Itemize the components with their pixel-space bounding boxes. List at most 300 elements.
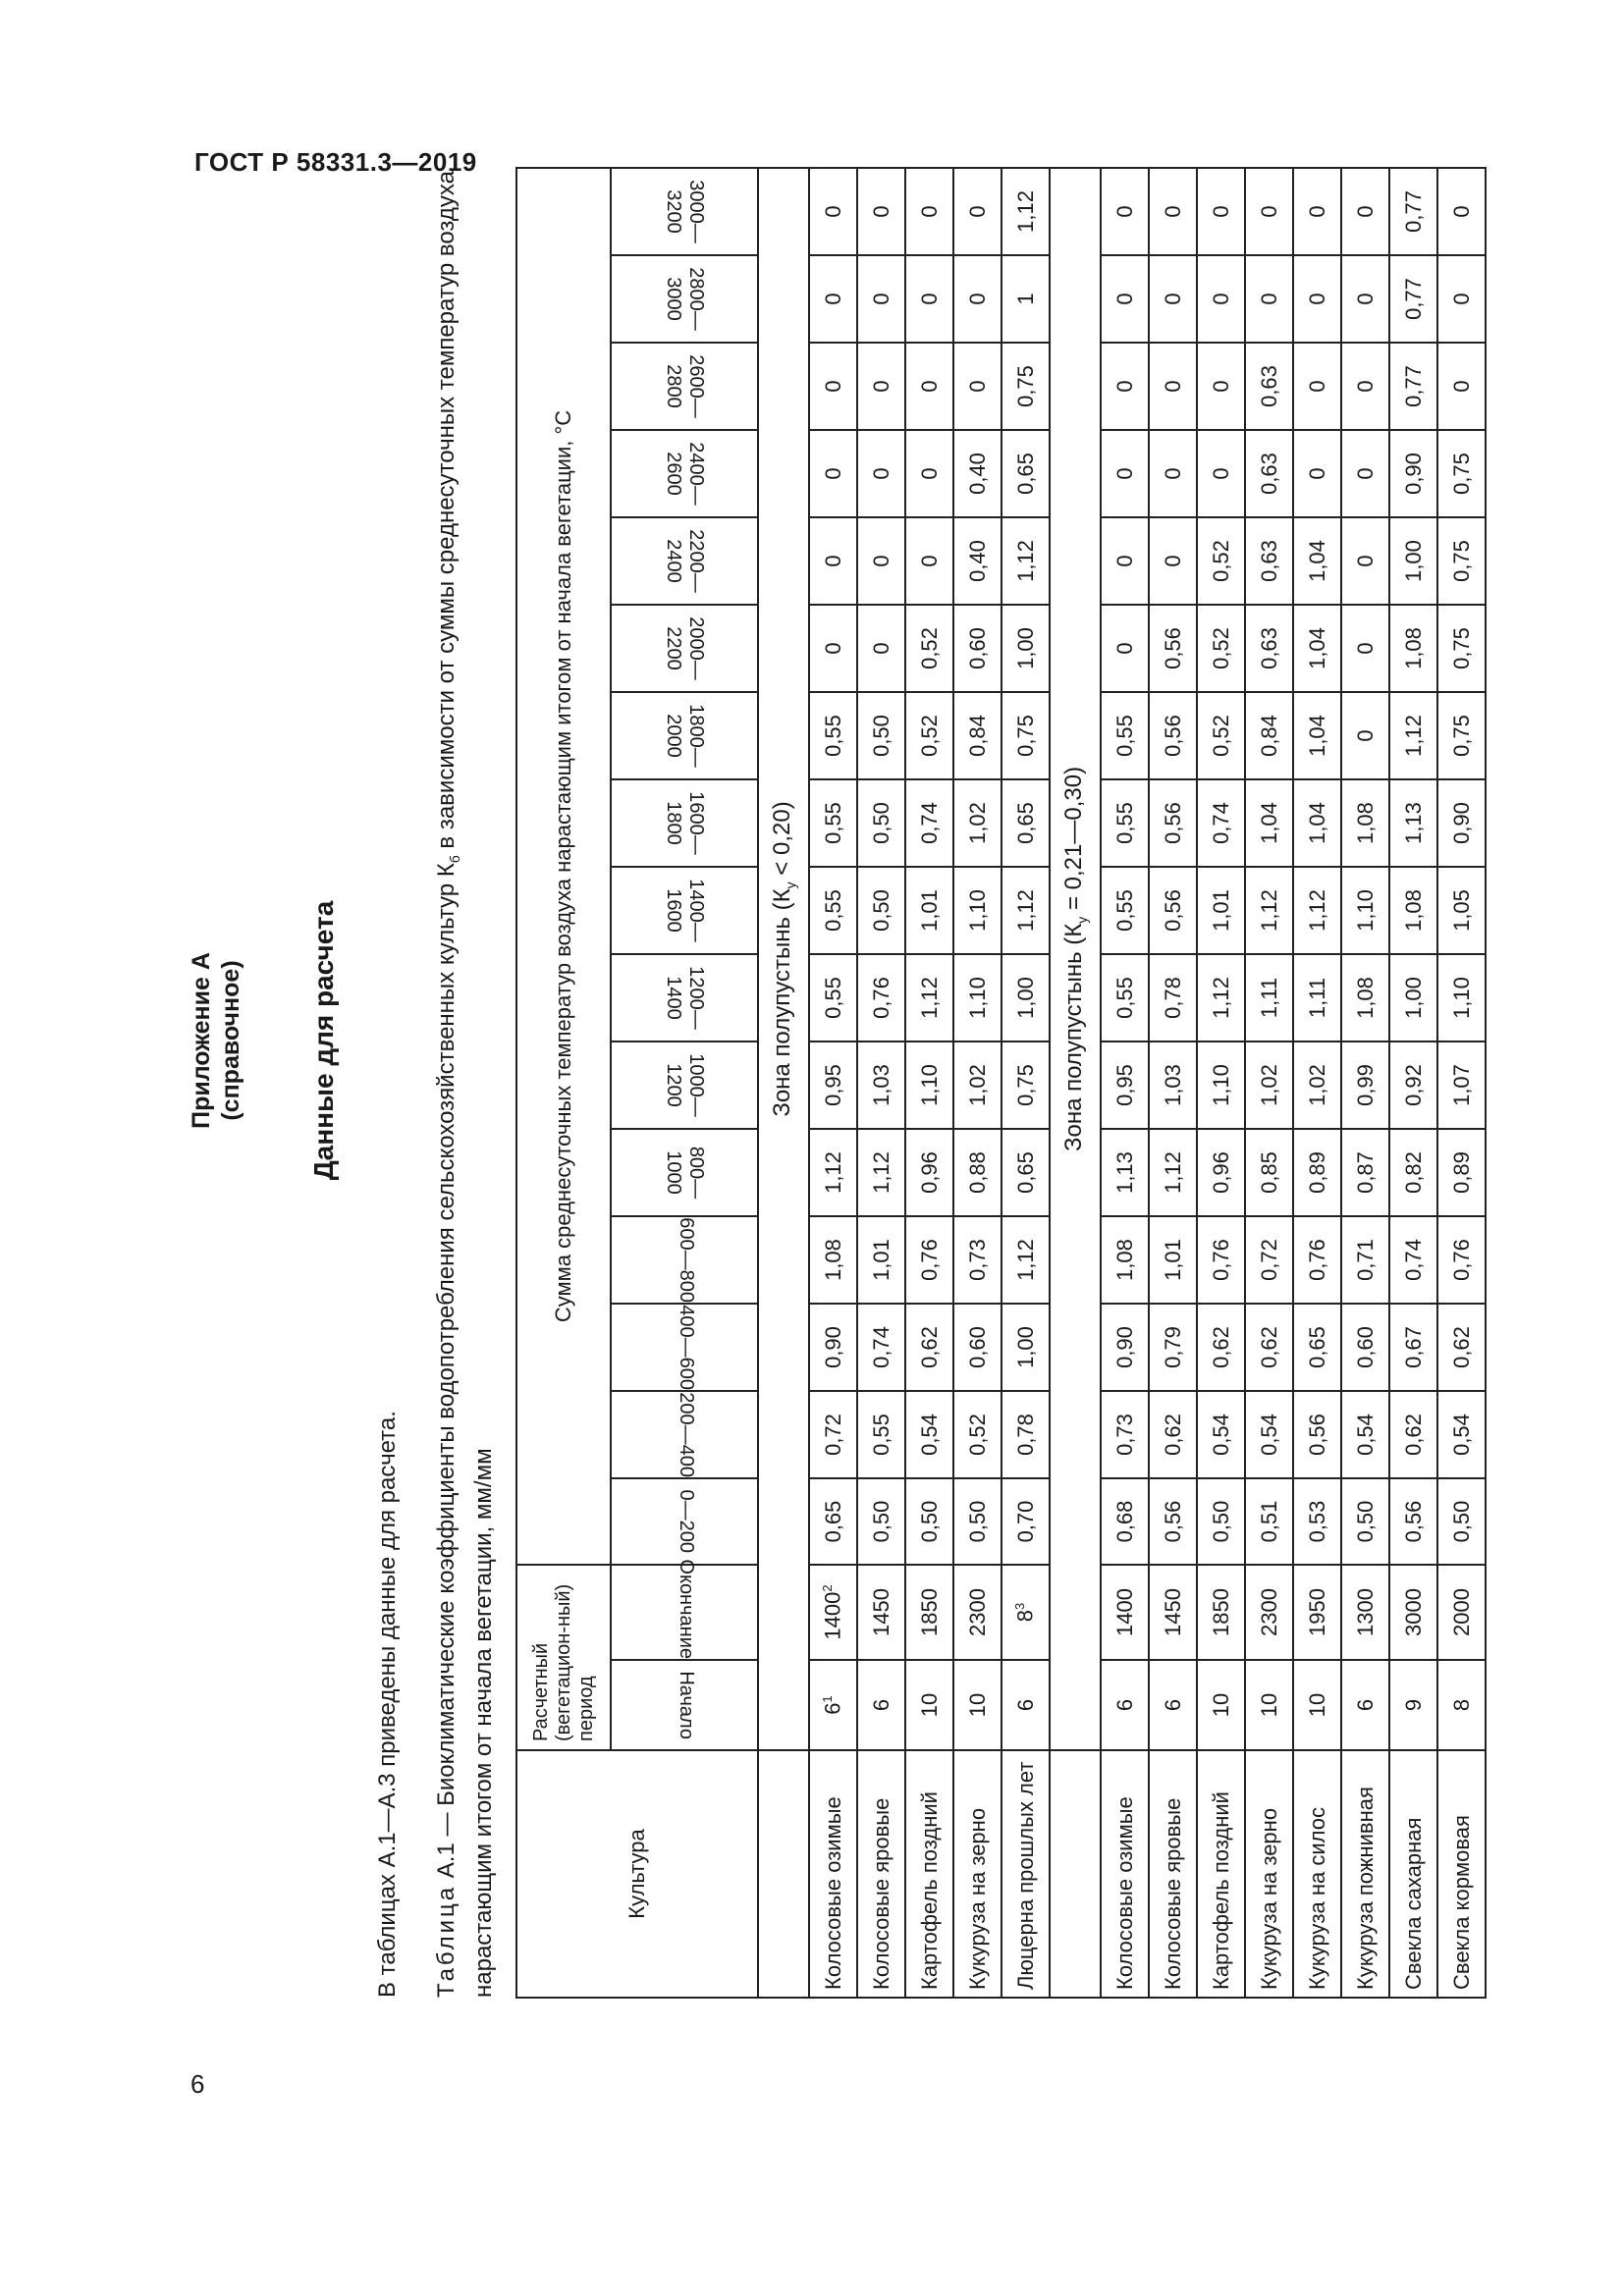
coef-cell: 0 [857,255,905,343]
period-end [809,1565,857,1660]
header-range-label: 1200—1400 [663,966,707,1030]
coef-cell: 0,84 [1245,692,1293,779]
coef-cell: 0 [905,343,953,430]
table-row [1437,168,1486,1998]
start-value: 9 [1400,1698,1426,1712]
coef-cell: 0,90 [1437,779,1486,867]
zone2-prefix: Зона полупустынь (К [1060,923,1088,1152]
zone-row-1 [758,168,809,1998]
zone1-suffix: < 0,20) [769,801,796,882]
footnote-mark: 2 [820,1584,836,1592]
appendix-subtitle: (справочное) [217,960,244,1121]
coef-cell: 1,11 [1293,954,1341,1041]
coef-cell: 0,52 [953,1391,1001,1478]
coef-cell: 0,63 [1245,343,1293,430]
coef-cell: 1,08 [1341,954,1389,1041]
coef-cell: 1,10 [1437,954,1486,1041]
coef-cell: 0,50 [953,1478,1001,1565]
coef-cell: 1,12 [1293,867,1341,954]
coef-cell: 0,95 [1101,1041,1149,1129]
coef-cell: 0 [809,517,857,605]
coef-cell: 0,65 [809,1478,857,1565]
crop-name: Колосовые озимые [809,1750,857,1998]
coef-cell: 0 [1341,343,1389,430]
header-range-label: 0—200 [676,1489,697,1554]
coef-cell: 0,50 [1437,1478,1486,1565]
zone2-suffix: = 0,21—0,30) [1060,766,1088,917]
coef-cell: 0,50 [857,1478,905,1565]
coef-cell: 0,56 [1149,605,1197,692]
coef-cell: 1,04 [1293,692,1341,779]
coef-cell: 0,90 [1101,1304,1149,1391]
period-end [1149,1565,1197,1660]
coef-cell: 0 [809,430,857,517]
coef-cell: 0,65 [1001,430,1050,517]
coef-cell: 0,55 [809,779,857,867]
period-start [1341,1660,1389,1750]
start-value: 6 [1012,1698,1038,1712]
coef-cell: 1,07 [1437,1041,1486,1129]
crop-name: Кукуруза на зерно [1245,1750,1293,1998]
coef-cell: 0,54 [1437,1391,1486,1478]
period-start [1437,1660,1486,1750]
coef-cell: 0 [809,343,857,430]
header-range [611,1478,758,1565]
period-start [857,1660,905,1750]
coef-cell: 0,76 [857,954,905,1041]
coef-cell: 0,51 [1245,1478,1293,1565]
coef-cell: 0,50 [857,692,905,779]
coef-cell: 1,08 [809,1216,857,1304]
coef-cell: 0,75 [1001,692,1050,779]
coef-cell: 1,13 [1389,779,1437,867]
start-value: 10 [1208,1692,1233,1718]
coef-cell: 0,54 [905,1391,953,1478]
coef-cell: 0,65 [1001,1129,1050,1216]
end-value: 1850 [1208,1588,1233,1636]
coef-cell: 0,55 [809,692,857,779]
coef-cell: 0 [857,430,905,517]
coef-cell: 0,56 [1149,1478,1197,1565]
coef-cell: 0 [1341,692,1389,779]
end-value: 8 [1012,1610,1038,1623]
header-range [611,1216,758,1304]
zone-empty-cell [758,1750,809,1998]
coef-cell: 0,90 [809,1304,857,1391]
coef-cell: 0,56 [1149,867,1197,954]
coef-cell: 1,05 [1437,867,1486,954]
coef-cell: 0,62 [1245,1304,1293,1391]
coef-cell: 0 [1149,430,1197,517]
header-range-label: 1400—1600 [663,879,707,942]
coef-cell: 0 [1293,430,1341,517]
coef-cell: 0,50 [857,779,905,867]
period-end [1389,1565,1437,1660]
coef-cell: 0,96 [1197,1129,1245,1216]
coef-cell: 1,00 [1001,1304,1050,1391]
coef-cell: 1,10 [953,954,1001,1041]
zone-row-2 [1050,168,1101,1998]
coef-cell: 0,55 [809,954,857,1041]
coef-cell: 1,00 [1001,605,1050,692]
coef-cell: 0 [857,343,905,430]
coef-cell: 0 [953,255,1001,343]
period-start [953,1660,1001,1750]
coef-cell: 0,77 [1389,343,1437,430]
coef-cell: 0,85 [1245,1129,1293,1216]
coef-cell: 0,88 [953,1129,1001,1216]
coef-cell: 1,01 [1197,867,1245,954]
header-range [611,692,758,779]
coef-cell: 0 [857,605,905,692]
header-range-label: 2200—2400 [663,529,707,593]
section-title: Данные для расчета [308,900,339,1181]
header-range-label: 2400—2600 [663,442,707,506]
coef-cell: 0,40 [953,517,1001,605]
appendix-title: Приложение А [188,952,215,1129]
coef-cell: 0 [857,168,905,255]
header-range [611,867,758,954]
coef-cell: 0,52 [1197,692,1245,779]
start-value: 6 [820,1702,845,1715]
coef-cell: 0,74 [905,779,953,867]
coef-cell: 0,92 [1389,1041,1437,1129]
coef-cell: 0 [1149,517,1197,605]
coef-cell: 0,62 [905,1304,953,1391]
coef-cell: 0,74 [857,1304,905,1391]
caption-text-tail: в зависимости от суммы среднесуточных температур воздуха нарастающим итогом от начала вегетации, мм/мм [433,171,497,1998]
coef-cell: 0 [1149,168,1197,255]
header-end-label: Окончание [676,1559,697,1659]
period-start [1389,1660,1437,1750]
coef-cell: 0,62 [1149,1391,1197,1478]
period-end [1101,1565,1149,1660]
period-start [905,1660,953,1750]
coef-cell: 0 [1197,430,1245,517]
header-range [611,605,758,692]
header-range [611,343,758,430]
coef-cell: 0,78 [1149,954,1197,1041]
coef-cell: 0,75 [1437,692,1486,779]
coef-cell: 1,00 [1001,954,1050,1041]
coef-cell: 0 [1101,168,1149,255]
coef-cell: 0,82 [1389,1129,1437,1216]
period-end [857,1565,905,1660]
coef-cell: 1,00 [1389,517,1437,605]
coef-cell: 0,70 [1001,1478,1050,1565]
coef-cell: 1,08 [1389,605,1437,692]
coef-cell: 0,60 [1341,1304,1389,1391]
coef-cell: 1,02 [953,779,1001,867]
coef-cell: 0 [1101,430,1149,517]
coef-cell: 0,55 [809,867,857,954]
start-value: 6 [1111,1698,1137,1712]
table-row [1149,168,1197,1998]
coef-cell: 0 [1341,168,1389,255]
header-range [611,430,758,517]
header-range-label: 2800—3000 [663,267,707,331]
coef-cell: 0 [905,168,953,255]
header-crop: Культура [516,1750,758,1998]
rotated-content [187,20,1542,2061]
coef-cell: 0 [905,430,953,517]
coef-cell: 0 [1437,343,1486,430]
header-temp-sum: Сумма среднесуточных температур воздуха нарастающим итогом от начала вегетации, °С [516,168,611,1565]
coef-cell: 0,62 [1197,1304,1245,1391]
intro-text: В таблицах А.1—А.3 приведены данные для расчета. [374,1411,401,1998]
coef-cell: 0 [1437,255,1486,343]
coefficients-table [515,167,1487,1999]
crop-name: Кукуруза на силос [1293,1750,1341,1998]
coef-cell: 0 [1341,517,1389,605]
coef-cell: 1,12 [1389,692,1437,779]
coef-cell: 1,08 [1389,867,1437,954]
coef-cell: 0,55 [1101,867,1149,954]
crop-name: Колосовые яровые [857,1750,905,1998]
coef-cell: 0 [953,168,1001,255]
header-range-label: 1600—1800 [663,791,707,855]
coef-cell: 0 [1245,168,1293,255]
coef-cell: 0,54 [1245,1391,1293,1478]
coef-cell: 0,52 [1197,517,1245,605]
coef-cell: 0 [1101,343,1149,430]
period-start [809,1660,857,1750]
standard-code: ГОСТ Р 58331.3—2019 [194,147,477,177]
coef-cell: 0 [809,168,857,255]
caption-k-sub: б [446,855,462,864]
coef-cell: 0,65 [1293,1304,1341,1391]
end-value: 1400 [1111,1588,1137,1636]
header-range [611,1304,758,1391]
coef-cell: 0 [1149,343,1197,430]
header-start-label: Начало [676,1671,697,1739]
zone1-prefix: Зона полупустынь (К [769,888,796,1117]
end-value: 3000 [1400,1588,1426,1636]
coef-cell: 0,60 [953,605,1001,692]
header-range-label: 2000—2200 [663,616,707,680]
header-range [611,1391,758,1478]
coef-cell: 1,12 [1001,867,1050,954]
coef-cell: 1,04 [1293,517,1341,605]
start-value: 10 [1256,1692,1281,1718]
coef-cell: 0 [809,605,857,692]
coef-cell: 1,04 [1293,605,1341,692]
coef-cell: 0 [1293,168,1341,255]
period-start [1149,1660,1197,1750]
coef-cell: 0,73 [1101,1391,1149,1478]
header-range-label: 200—400 [676,1392,697,1477]
start-value: 8 [1448,1698,1474,1712]
coef-cell: 0,89 [1437,1129,1486,1216]
coef-cell: 0,52 [905,605,953,692]
coef-cell: 0,55 [1101,779,1149,867]
crop-name: Колосовые озимые [1101,1750,1149,1998]
table-row [809,168,857,1998]
coef-cell: 1,10 [1197,1041,1245,1129]
header-range-label: 2600—2800 [663,354,707,418]
coef-cell: 1,12 [1001,1216,1050,1304]
period-end [1293,1565,1341,1660]
start-value: 6 [868,1698,893,1712]
zone-label-2 [1050,168,1101,1750]
table-row [1389,168,1437,1998]
coef-cell: 0,54 [1197,1391,1245,1478]
coef-cell: 0,84 [953,692,1001,779]
header-range-label: 600—800 [676,1217,697,1303]
crop-name: Колосовые яровые [1149,1750,1197,1998]
coef-cell: 0,71 [1341,1216,1389,1304]
crop-name: Свекла сахарная [1389,1750,1437,1998]
start-value: 6 [1160,1698,1185,1712]
page-number: 6 [190,2069,205,2099]
coef-cell: 1,10 [1341,867,1389,954]
coef-cell: 0,56 [1149,779,1197,867]
coef-cell: 0,72 [1245,1216,1293,1304]
coef-cell: 1,08 [1341,779,1389,867]
table-row [953,168,1001,1998]
coef-cell: 1,03 [857,1041,905,1129]
coef-cell: 0 [1101,517,1149,605]
crop-name: Люцерна прошлых лет [1001,1750,1050,1998]
coef-cell: 0 [1437,168,1486,255]
start-value: 10 [964,1692,990,1718]
coef-cell: 0,52 [905,692,953,779]
header-range [611,954,758,1041]
header-range [611,168,758,255]
coef-cell: 0,62 [1389,1391,1437,1478]
coef-cell: 1,00 [1389,954,1437,1041]
end-value: 2000 [1448,1588,1474,1636]
coef-cell: 0,99 [1341,1041,1389,1129]
coef-cell: 0 [1101,605,1149,692]
coef-cell: 0,63 [1245,605,1293,692]
coef-cell: 0,74 [1197,779,1245,867]
coef-cell: 1,02 [1245,1041,1293,1129]
coef-cell: 1,02 [953,1041,1001,1129]
footnote-mark: 1 [820,1695,836,1703]
coef-cell: 0 [905,517,953,605]
period-start [1293,1660,1341,1750]
coef-cell: 0,67 [1389,1304,1437,1391]
header-range-label: 3000—3200 [663,180,707,243]
table-row [857,168,905,1998]
coef-cell: 0,53 [1293,1478,1341,1565]
start-value: 10 [916,1692,942,1718]
footnote-mark: 3 [1012,1602,1028,1610]
coef-cell: 0,50 [905,1478,953,1565]
coef-cell: 0 [1101,255,1149,343]
coef-cell: 0,73 [953,1216,1001,1304]
coef-cell: 0,54 [1341,1391,1389,1478]
coef-cell: 0,56 [1389,1478,1437,1565]
coef-cell: 0,78 [1001,1391,1050,1478]
coef-cell: 0 [1341,605,1389,692]
coef-cell: 0,74 [1389,1216,1437,1304]
coef-cell: 1,10 [953,867,1001,954]
header-range [611,1041,758,1129]
appendix-heading [187,20,245,2061]
coef-cell: 0,76 [1437,1216,1486,1304]
start-value: 6 [1352,1698,1378,1712]
period-start [1001,1660,1050,1750]
end-value: 1300 [1352,1588,1378,1636]
coef-cell: 1 [1001,255,1050,343]
coef-cell: 0 [1341,430,1389,517]
coef-cell: 0,63 [1245,517,1293,605]
coef-cell: 0,56 [1149,692,1197,779]
coef-cell: 0,55 [1101,692,1149,779]
coef-cell: 1,12 [1245,867,1293,954]
coef-cell: 0,95 [809,1041,857,1129]
end-value: 2300 [1256,1588,1281,1636]
period-end [1001,1565,1050,1660]
header-range-label: 1000—1200 [663,1053,707,1117]
coef-cell: 0 [809,255,857,343]
period-start [1101,1660,1149,1750]
coef-cell: 1,04 [1245,779,1293,867]
coef-cell: 0,72 [809,1391,857,1478]
coef-cell: 0,89 [1293,1129,1341,1216]
table-row [1001,168,1050,1998]
coef-cell: 0,75 [1437,517,1486,605]
period-end [1197,1565,1245,1660]
coef-cell: 0,79 [1149,1304,1197,1391]
coef-cell: 0 [1197,343,1245,430]
table-row [905,168,953,1998]
coef-cell: 0 [1293,343,1341,430]
coef-cell: 1,12 [857,1129,905,1216]
coef-cell: 0,56 [1293,1391,1341,1478]
zone-label-1 [758,168,809,1750]
end-value: 2300 [964,1588,990,1636]
header-range [611,255,758,343]
coef-cell: 0,50 [1341,1478,1389,1565]
coef-cell: 0,52 [1197,605,1245,692]
coef-cell: 0,55 [857,1391,905,1478]
end-value: 1400 [820,1591,845,1640]
coef-cell: 0,76 [1293,1216,1341,1304]
zone1-sub: у [782,881,798,889]
coef-cell: 0,90 [1389,430,1437,517]
coef-cell: 0,68 [1101,1478,1149,1565]
coef-cell: 1,02 [1293,1041,1341,1129]
coef-cell: 1,10 [905,1041,953,1129]
header-start [611,1660,758,1750]
coef-cell: 1,01 [1149,1216,1197,1304]
coef-cell: 0 [1293,255,1341,343]
coef-cell: 1,13 [1101,1129,1149,1216]
end-value: 1850 [916,1588,942,1636]
coef-cell: 0,76 [1197,1216,1245,1304]
table-row [1101,168,1149,1998]
coef-cell: 1,12 [1001,168,1050,255]
coef-cell: 0,76 [905,1216,953,1304]
zone-empty-cell [1050,1750,1101,1998]
header-range [611,1129,758,1216]
header-range-label: 400—600 [676,1305,697,1390]
coef-cell: 0,62 [1437,1304,1486,1391]
table-caption [432,74,498,1998]
coef-cell: 0,50 [857,867,905,954]
coef-cell: 1,12 [1197,954,1245,1041]
period-end [1437,1565,1486,1660]
crop-name: Картофель поздний [905,1750,953,1998]
table-row [1341,168,1389,1998]
coef-cell: 0,40 [953,430,1001,517]
table-row [1293,168,1341,1998]
coef-cell: 0 [857,517,905,605]
table-row [1245,168,1293,1998]
